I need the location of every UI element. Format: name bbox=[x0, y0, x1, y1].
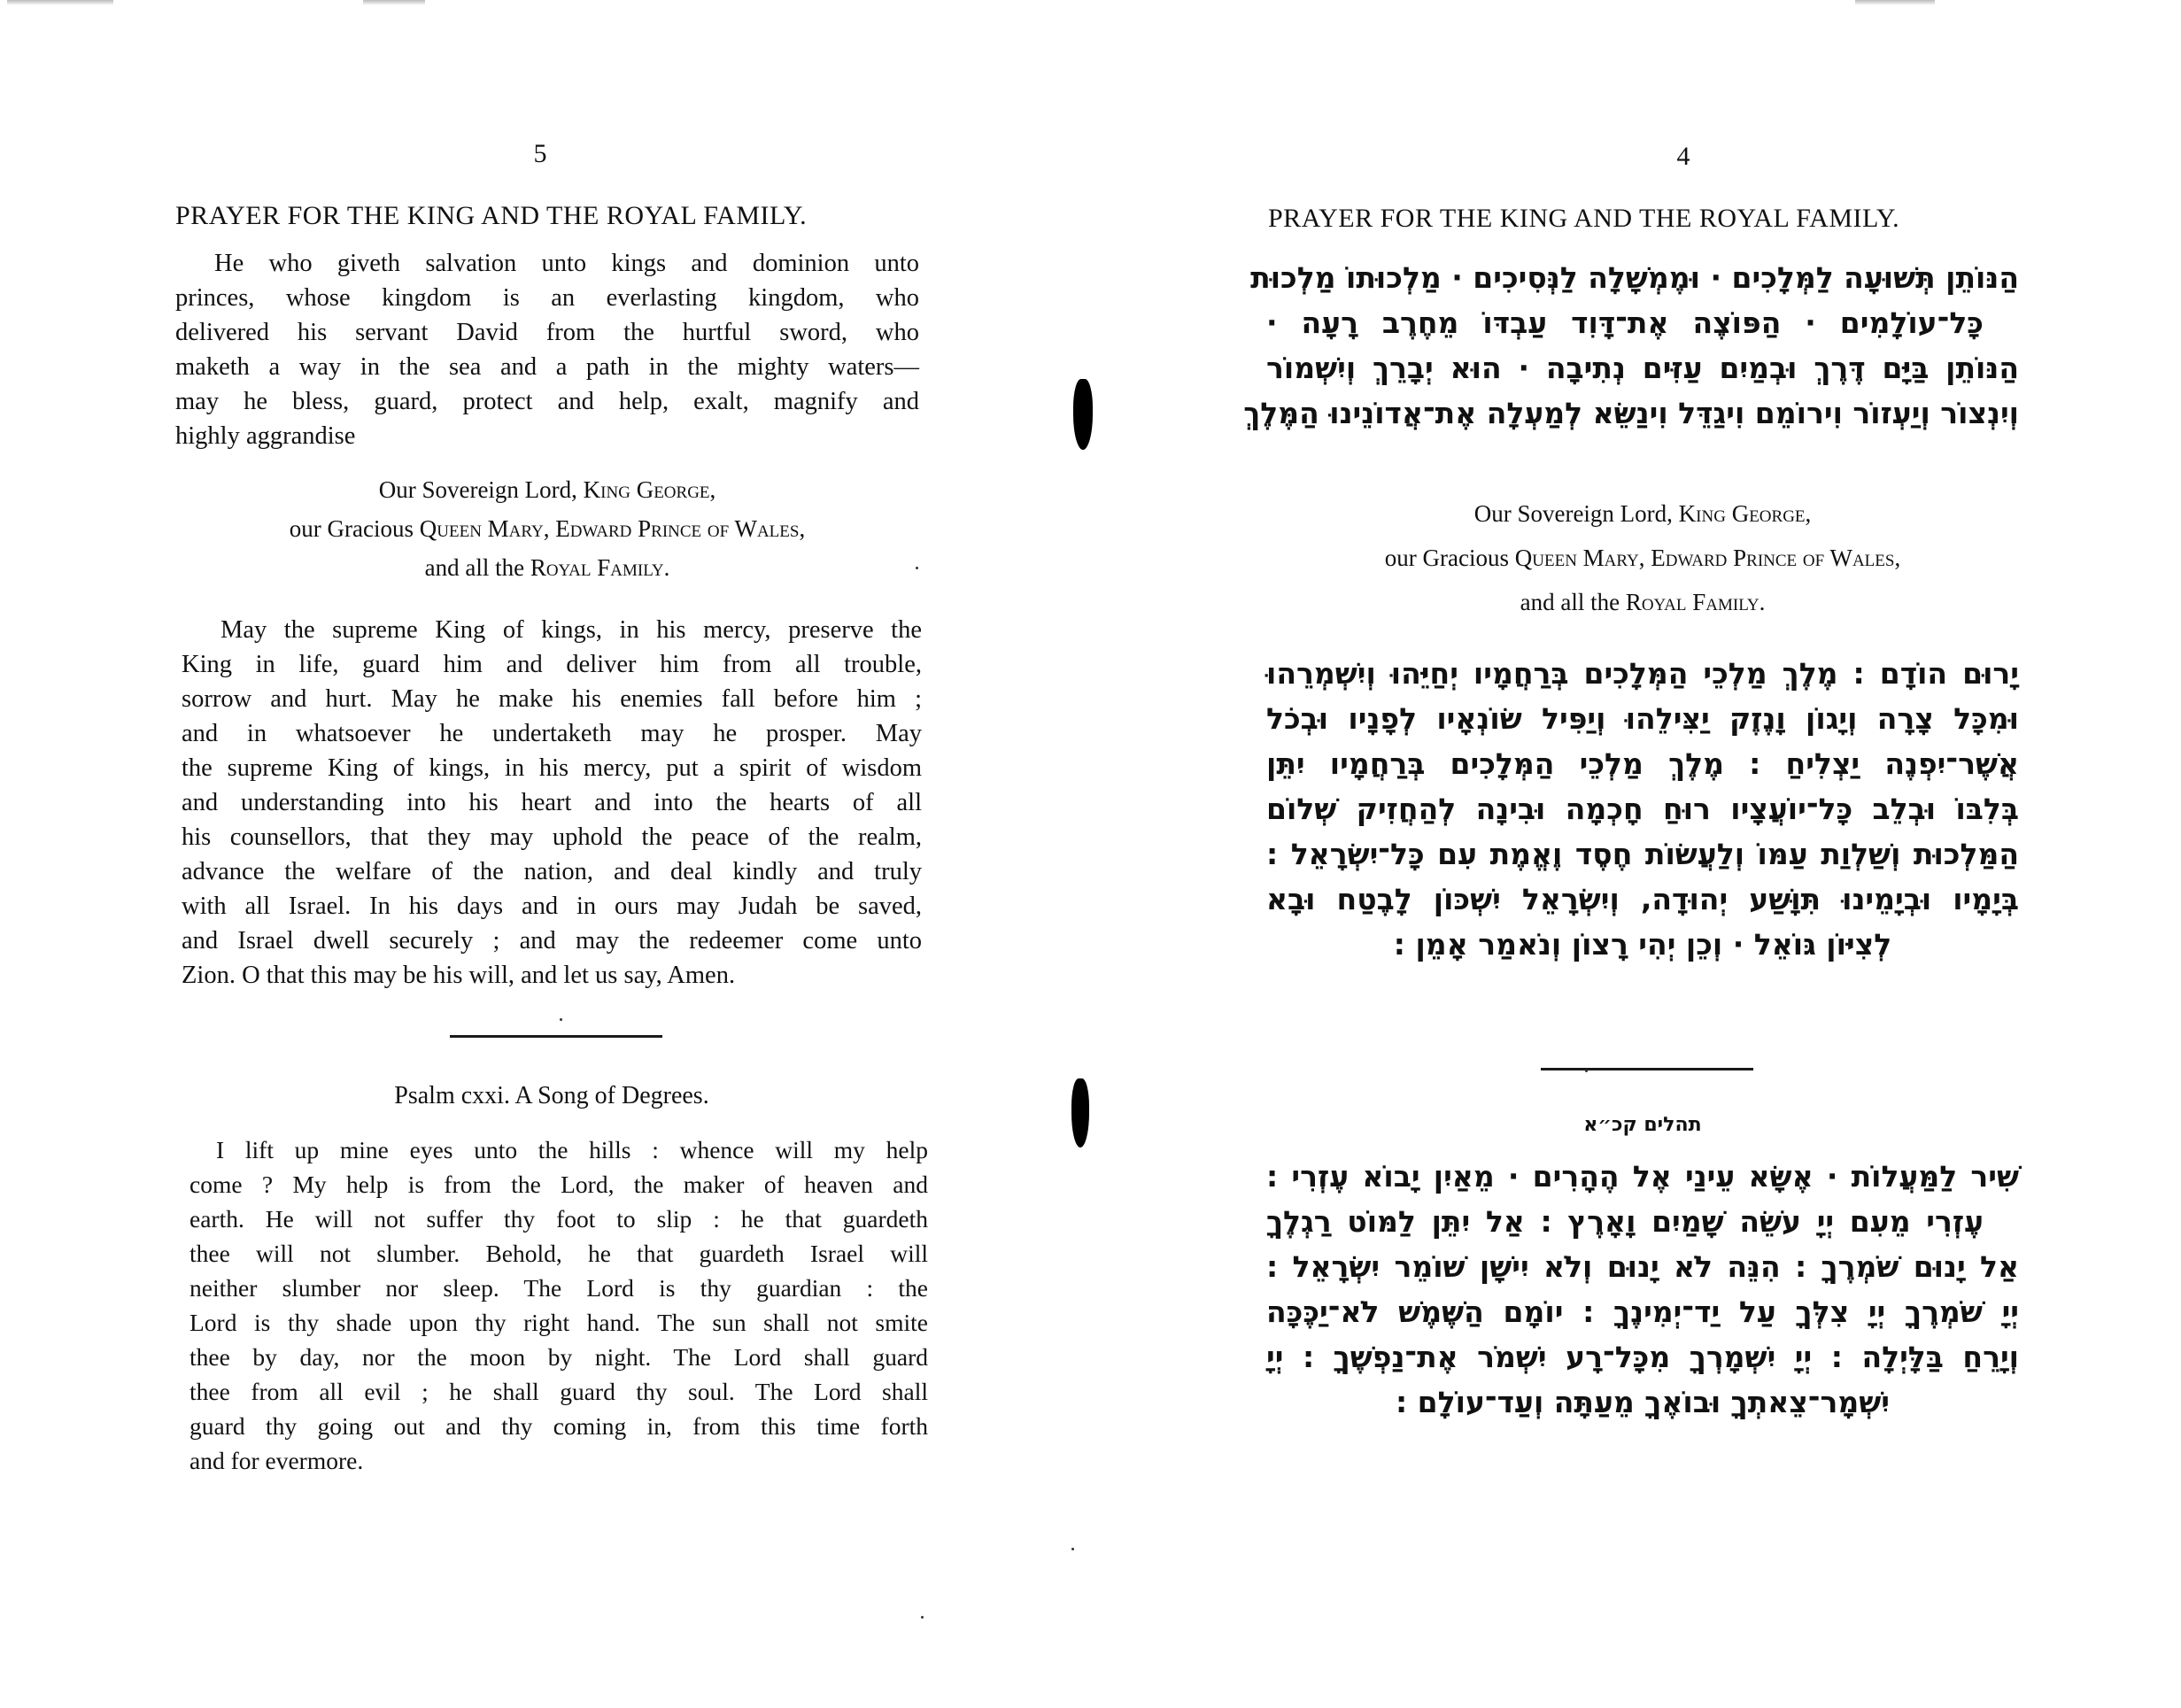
page-title: PRAYER FOR THE KING AND THE ROYAL FAMILY. bbox=[1268, 204, 1900, 233]
text-line: with all Israel. In his days and in ours may Judah be saved, bbox=[182, 893, 922, 920]
text-line: delivered his servant David from the hurtful sword, who bbox=[175, 319, 919, 346]
psalm-heading: תהלים קכ״א bbox=[1583, 1114, 1702, 1136]
page-number: 5 bbox=[533, 139, 547, 168]
text-line: guard thy going out and thy coming in, from this time forth bbox=[189, 1412, 928, 1440]
text-line: and understanding into his heart and into the hearts of all bbox=[182, 789, 922, 816]
royal-line: and all the Royal Family. bbox=[424, 554, 670, 581]
left-page bbox=[0, 0, 1089, 1708]
scan-speck bbox=[1071, 1548, 1074, 1550]
scan-speck bbox=[916, 567, 918, 569]
text-line: King in life, guard him and deliver him from all trouble, bbox=[182, 651, 922, 678]
text-line: thee from all evil ; he shall guard thy soul. The Lord shall bbox=[189, 1378, 928, 1405]
page-title: PRAYER FOR THE KING AND THE ROYAL FAMILY. bbox=[175, 201, 808, 230]
section-divider bbox=[450, 1035, 662, 1038]
text-line: Lord is thy shade upon thy right hand. The sun shall not smite bbox=[189, 1309, 928, 1336]
royal-names-block bbox=[175, 470, 919, 587]
text-line: I lift up mine eyes unto the hills : whence will my help bbox=[216, 1136, 928, 1163]
royal-name: King George, bbox=[583, 476, 716, 503]
text-line: thee by day, nor the moon by night. The Lord shall guard bbox=[189, 1343, 928, 1371]
text-line: thee will not slumber. Behold, he that guardeth Israel will bbox=[189, 1240, 928, 1267]
hebrew-line: וְיִנְצוֹר וְיַעְזוֹר וִירוֹמֵם וִיגַדֵּל וִינַשֵּׂא לְמַעְלָה אֶת־אֲדוֹנֵינוּ הַמֶּלֶךְ bbox=[1243, 396, 2019, 430]
royal-line: Our Sovereign Lord, King George, bbox=[378, 476, 716, 503]
text-line: earth. He will not suffer thy foot to slip : he that guardeth bbox=[189, 1205, 928, 1233]
hebrew-line: יִשְׁמָר־צֵאתְךָ וּבוֹאֶךָ מֵעַתָּה וְעַד־עוֹלָם : bbox=[1395, 1385, 1890, 1419]
psalm-heading: Psalm cxxi. A Song of Degrees. bbox=[394, 1082, 709, 1109]
hebrew-line: עֶזְרִי מֵעִם יְיָ עֹשֵׂה שָׁמַיִם וָאָרֶץ : אַל יִתֵּן לַמּוֹט רַגְלֶךָ bbox=[1266, 1204, 1984, 1239]
royal-name: Royal Family. bbox=[530, 554, 670, 581]
royal-name: Royal Family. bbox=[1625, 589, 1766, 615]
hebrew-prayer-paragraph bbox=[1266, 651, 2019, 967]
psalm-paragraph bbox=[189, 1132, 928, 1478]
hebrew-line: שִׁיר לַמַּעֲלוֹת · אֶשָּׂא עֵינַי אֶל הֶהָרִים · מֵאַיִן יָבוֹא עֶזְרִי : bbox=[1266, 1159, 2019, 1194]
text-line: come ? My help is from the Lord, the maker of heaven and bbox=[189, 1171, 928, 1198]
hebrew-line: הַנּוֹתֵן בַּיָּם דֶּרֶךְ וּבְמַיִם עַזִּים נְתִיבָה · הוּא יְבָרֵךְ וְיִשְׁמוֹר bbox=[1266, 351, 2019, 385]
hebrew-line: כָּל־עוֹלָמִים · הַפּוֹצֶה אֶת־דָּוִד עַבְדּוֹ מֵחֶרֶב רָעָה · bbox=[1266, 305, 1984, 340]
hebrew-line: בְּלִבּוֹ וּבְלֵב כָּל־יוֹעֲצָיו רוּחַ חָכְמָה וּבִינָה לְהַחֲזִיק שְׁלוֹם bbox=[1266, 792, 2019, 826]
hebrew-line: בְּיָמָיו וּבְיָמֵינוּ תִּוָּשַׁע יְהוּדָה, וְיִשְׂרָאֵל יִשְׁכּוֹן לָבֶטַח וּבָא bbox=[1266, 882, 2019, 916]
text-line: maketh a way in the sea and a path in the mighty waters— bbox=[175, 353, 919, 381]
scan-speck bbox=[921, 1616, 924, 1619]
royal-name: Queen Mary, Edward Prince of Wales, bbox=[419, 515, 806, 542]
scan-speck bbox=[560, 1018, 562, 1021]
text-line: and Israel dwell securely ; and may the redeemer come unto bbox=[182, 927, 922, 954]
hebrew-line: הַמַּלְכוּת וְשַׁלְוַת עַמּוֹ וְלַעֲשׂוֹת חֶסֶד וֶאֱמֶת עִם כָּל־יִשְׂרָאֵל : bbox=[1266, 837, 2019, 871]
hebrew-line: הַנּוֹתֵן תְּשׁוּעָה לַמְּלָכִים · וּמֶמְשָׁלָה לַנְּסִיכִים · מַלְכוּתוֹ מַלְכוּת bbox=[1250, 260, 2019, 295]
text-line: advance the welfare of the nation, and deal kindly and truly bbox=[182, 858, 922, 885]
hebrew-line: יָרוּם הוֹדָם : מֶלֶךְ מַלְכֵי הַמְּלָכִים בְּרַחֲמָיו יְחַיֵּהוּ וְיִשְׁמְרֵהוּ bbox=[1266, 656, 2019, 691]
hebrew-line: וּמִכָּל צָרָה וְיָגוֹן וָנֶזֶק יַצִּילֵהוּ וְיַפִּיל שׂוֹנְאָיו לְפָנָיו וּבְכֹל bbox=[1266, 701, 2019, 736]
hebrew-line: יְיָ שֹׁמְרֶךָ יְיָ צִלְּךָ עַל יַד־יְמִינֶךָ : יוֹמָם הַשֶּׁמֶשׁ לֹא־יַכֶּכָּה bbox=[1266, 1295, 2019, 1329]
hebrew-line: לְצִיּוֹן גּוֹאֵל · וְכֵן יְהִי רָצוֹן וְנֹאמַר אָמֵן : bbox=[1393, 927, 1892, 962]
text-line: and for evermore. bbox=[189, 1447, 364, 1474]
hebrew-line: אַל יָנוּם שֹׁמְרֶךָ : הִנֵּה לֹא יָנוּם וְלֹא יִישָׁן שׁוֹמֵר יִשְׂרָאֵל : bbox=[1266, 1249, 2019, 1284]
text-line: princes, whose kingdom is an everlasting kingdom, who bbox=[175, 284, 919, 312]
intro-paragraph bbox=[175, 246, 919, 453]
scan-speck bbox=[1585, 1070, 1588, 1072]
royal-name: King George, bbox=[1678, 500, 1812, 527]
hebrew-psalm-paragraph bbox=[1266, 1154, 2019, 1425]
prayer-paragraph bbox=[182, 613, 922, 993]
hebrew-line: וְיָרֵחַ בַּלָּיְלָה : יְיָ יִשְׁמָרְךָ מִכָּל־רָע יִשְׁמֹר אֶת־נַפְשֶׁךָ : יְיָ bbox=[1266, 1340, 2019, 1374]
royal-names-block bbox=[1266, 491, 2019, 624]
section-divider bbox=[1541, 1068, 1753, 1070]
royal-line: our Gracious Queen Mary, Edward Prince of Wales, bbox=[289, 515, 806, 542]
text-line: the supreme King of kings, in his mercy, put a spirit of wisdom bbox=[182, 754, 922, 782]
royal-line: our Gracious Queen Mary, Edward Prince of Wales, bbox=[1384, 545, 1901, 571]
text-line: may he bless, guard, protect and help, exalt, magnify and bbox=[175, 388, 919, 415]
text-line: neither slumber nor sleep. The Lord is thy guardian : the bbox=[189, 1274, 928, 1302]
text-line: sorrow and hurt. May he make his enemies fall before him ; bbox=[182, 685, 922, 713]
royal-name: Queen Mary, Edward Prince of Wales, bbox=[1514, 545, 1901, 571]
text-line: May the supreme King of kings, in his mercy, preserve the bbox=[220, 616, 922, 644]
text-line: Zion. O that this may be his will, and let us say, Amen. bbox=[182, 962, 736, 989]
page-number: 4 bbox=[1676, 142, 1690, 171]
text-line: his counsellors, that they may uphold the peace of the realm, bbox=[182, 823, 922, 851]
right-page bbox=[1089, 0, 2181, 1708]
hebrew-line: אֲשֶׁר־יִפְנֶה יַצְלִיחַ : מֶלֶךְ מַלְכֵי הַמְּלָכִים בְּרַחֲמָיו יִתֵּן bbox=[1266, 746, 2019, 781]
text-line: highly aggrandise bbox=[175, 422, 356, 450]
hebrew-intro-paragraph bbox=[1243, 255, 2019, 436]
text-line: He who giveth salvation unto kings and dominion unto bbox=[214, 250, 919, 277]
royal-line: Our Sovereign Lord, King George, bbox=[1473, 500, 1812, 527]
royal-line: and all the Royal Family. bbox=[1520, 589, 1766, 615]
text-line: and in whatsoever he undertaketh may he prosper. May bbox=[182, 720, 922, 747]
